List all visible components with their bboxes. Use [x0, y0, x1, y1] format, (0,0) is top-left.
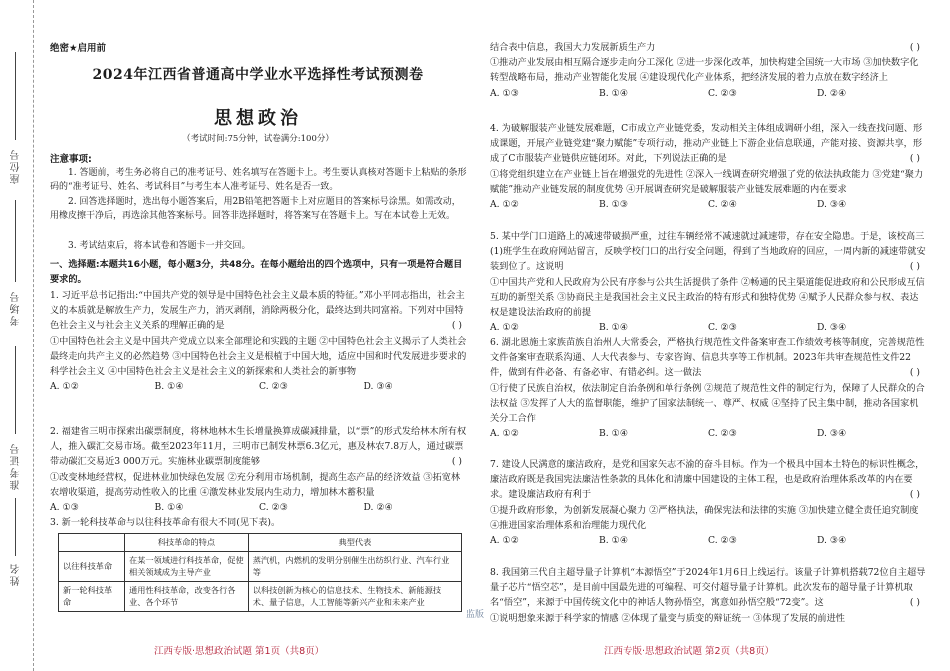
option-a: A. ①②	[490, 322, 519, 334]
question-1	[50, 288, 468, 394]
answer-paren: ( )	[909, 261, 920, 273]
notice-item: 3. 考试结束后，将本试卷和答题卡一并交回。	[68, 241, 251, 251]
table-cell: 在某一领域进行科技革命，促使相关领域成为主导产业	[125, 551, 249, 581]
notice-item: 1. 答题前，考生务必将自己的准考证号、姓名填写在答题卡上。考生要认真核对答题卡上粘贴的条形码的“准考证号、姓名、考试科目”与考生本人准考证号、姓名是否一致。	[50, 168, 467, 193]
options-row	[50, 379, 468, 394]
question-stem: 5. 某中学门口道路上的减速带破损严重，过往车辆经常不减速就过减速带，存在安全隐患。于是，该校高三(1)班学生在政府网站留言，反映学校门口的出行安全问题，得到了当地政府的回应，一周内新的减速带就安装到位了。这说明	[490, 231, 926, 273]
option-c: C. ②③	[708, 428, 738, 440]
option-d: D. ②④	[363, 502, 393, 514]
option-b: B. ①④	[599, 428, 629, 440]
question-items: ①将党组织建立在产业链上旨在增强党的先进性 ②深入一线调查研究增强了党的依法执政能力 ③党建“聚力赋能”推动产业链发展的制度优势 ④开展调查研究是破解服装产业链发展难题的内在要求	[490, 168, 924, 195]
binding-margin	[0, 0, 34, 671]
subject-title: 思想政治	[214, 108, 302, 129]
option-b: B. ①④	[154, 502, 184, 514]
exam-room-label: 考场号	[11, 290, 22, 326]
answer-paren: ( )	[909, 42, 920, 53]
page-two	[466, 0, 932, 671]
question-2	[50, 424, 468, 515]
question-items: ①改变林地经营权，促进林业加快绿色发展 ②充分利用市场机制，提高生态产品的经济效益 ③拓宽林农增收渠道，提高劳动性收入的比重 ④激发林业发展内生动力，增加林木蓄积量	[50, 471, 461, 498]
confidential-label: 绝密★启用前	[50, 43, 107, 54]
name-line	[15, 498, 16, 556]
options-row	[490, 533, 926, 548]
question-items: ①中国共产党和人民政府为公民有序参与公共生活提供了条件 ②畅通的民主渠道能促进政府和公民形成互信互助的新型关系 ③协商民主是我国社会主义民主政治的特有形式和独特优势 ④赋予人民群众参与权、表达权是建设法治政府的前提	[490, 276, 925, 319]
question-6	[490, 335, 926, 441]
page-footer: 江西专版·思想政治试题 第1页（共8页）	[154, 646, 325, 657]
question-stem: 4. 为破解服装产业链发展难题，C市成立产业链党委，发动相关主体组成调研小组，深入一线查找问题、形成课题，开展产业链党建“聚力赋能”专项行动，推动产业链上下游企业信息联通，产能对接、资源共享，形成了C市服装产业链供应链闭环。对此，下列说法正确的是	[490, 123, 923, 165]
question-stem: 2. 福建省三明市探索出碳票制度，将林地林木生长增量换算成碳减排量，以“票”的形式发给林木所有权人，推入碳汇交易市场。截至2023年11月，三明市已制发林票6.3亿元，惠及林农7.8万人，通过碳票带动碳汇交易近3 000万元。实施林业碳票制度能够	[50, 426, 467, 468]
seal-line	[33, 0, 34, 671]
question-3	[50, 515, 468, 530]
option-c: C. ②③	[708, 322, 738, 334]
option-a: A. ①②	[490, 428, 519, 440]
option-c: C. ②③	[708, 535, 738, 547]
option-d: D. ③④	[817, 428, 847, 440]
question-stem: 3. 新一轮科技革命与以往科技革命有很大不同(见下表)。	[50, 517, 281, 528]
option-d: D. ③④	[817, 535, 847, 547]
answer-paren: ( )	[451, 456, 462, 468]
options-row	[490, 197, 926, 212]
answer-paren: ( )	[909, 489, 920, 501]
option-a: A. ①②	[490, 199, 519, 211]
question-stem: 8. 我国第三代自主超导量子计算机“本源悟空”于2024年1月6日上线运行。该量子计算机搭载72位自主超导量子芯片“悟空芯”，是目前中国最先进的可编程、可交付超导量子计算机。此次发布的超导量子计算机取名“悟空”，来源于中国传统文化中的神话人物孙悟空，寓意如孙悟空般“72变”。这	[490, 567, 926, 609]
question-3-continued	[490, 40, 926, 101]
page-footer: 江西专版·思想政治试题 第2页（共8页）	[604, 646, 775, 657]
question-7	[490, 457, 926, 548]
option-c: C. ②④	[708, 199, 738, 211]
question-items: ①中国特色社会主义是中国共产党成立以来全部理论和实践的主题 ②中国特色社会主义揭示了人类社会最终走向共产主义的必然趋势 ③中国特色社会主义是根植于中国大地，适应中国和时代发展进步要求的科学社会主义 ④中国特色社会主义是社会主义的新探索和人类社会的新事物	[50, 335, 467, 378]
option-b: B. ①④	[599, 87, 629, 99]
option-b: B. ①③	[599, 199, 629, 211]
option-a: A. ①③	[490, 87, 519, 99]
option-b: B. ①④	[599, 322, 629, 334]
table-cell: 以科技创新为核心的信息技术、生物技术、新能源技术、量子信息，人工智能等新兴产业和未来产业	[248, 581, 461, 611]
option-c: C. ②③	[259, 502, 289, 514]
question-items: ①推动产业发展由相互隔合逐步走向分工深化 ②进一步深化改革，加快构建全国统一大市场 ③加快数字化转型战略布局，推动产业智能化发展 ④建设现代化产业体系，把经济发展的着力点放在数字经济上	[490, 57, 919, 84]
notice-heading: 注意事项:	[50, 154, 92, 165]
table-cell: 以往科技革命	[59, 551, 125, 581]
table-header-cell: 科技革命的特点	[125, 534, 249, 552]
table-cell: 蒸汽机，内燃机的发明分别催生出纺织行业、汽车行业等	[248, 551, 461, 581]
option-c: C. ②③	[259, 381, 289, 393]
option-a: A. ①③	[50, 502, 79, 514]
tech-revolution-table	[58, 533, 462, 612]
answer-paren: ( )	[909, 597, 920, 609]
option-c: C. ②③	[708, 87, 738, 99]
options-row	[490, 426, 926, 441]
exam-meta: （考试时间:75分钟，试卷满分:100分）	[182, 134, 334, 144]
seat-number-label: 座位号	[11, 148, 22, 184]
ticket-number-label: 准考证号	[11, 442, 22, 490]
exam-title: 2024年江西省普通高中学业水平选择性考试预测卷	[92, 67, 424, 83]
question-5	[490, 229, 926, 335]
answer-paren: ( )	[451, 320, 462, 332]
question-stem: 6. 湖北恩施土家族苗族自治州人大常委会，严格执行规范性文件备案审查工作绩效考核等制度，完善规范性文件备案审查联系沟通、人大代表参与、专家咨询、信息共享等工作机制。2023年共审查规范性文件22件，做到有件必备、有备必审、有错必纠。这一做法	[490, 337, 925, 379]
question-items: ①行使了民族自治权，依法制定自治条例和单行条例 ②规范了规范性文件的制定行为，保障了人民群众的合法权益 ③发挥了人大的监督职能，维护了国家法制统一、尊严、权威 ④坚持了民主集中制，推动各国家机关分工合作	[490, 382, 925, 425]
option-d: D. ③④	[817, 199, 847, 211]
section-heading: 一、选择题:本题共16小题，每小题3分，共48分。在每小题给出的四个选项中，只有一项是符合题目要求的。	[50, 259, 463, 285]
table-header-row	[59, 534, 462, 552]
option-d: D. ③④	[817, 322, 847, 334]
option-b: B. ①④	[154, 381, 184, 393]
option-a: A. ①②	[490, 535, 519, 547]
table-row	[59, 581, 462, 611]
table-cell: 通用性科技革命，改变各行各业、各个环节	[125, 581, 249, 611]
watermark-text: 监版	[466, 610, 485, 620]
question-items: ①说明想象来源于科学家的情感 ②体现了量变与质变的辩证统一 ③体现了发展的前进性	[490, 612, 845, 624]
answer-paren: ( )	[909, 367, 920, 379]
question-8	[490, 565, 926, 626]
question-4	[490, 121, 926, 212]
page-one	[44, 0, 472, 671]
ticket-number-line	[15, 346, 16, 434]
options-row	[490, 86, 926, 101]
options-row	[50, 500, 468, 515]
question-stem: 1. 习近平总书记指出:“中国共产党的领导是中国特色社会主义最本质的特征。”邓小平同志指出，社会主义的本质就是解放生产力，发展生产力，消灭剥削，消除两极分化，最终达到共同富裕。下列对中国特色社会主义与社会主义关系的理解正确的是	[50, 290, 465, 332]
seat-number-line	[15, 52, 16, 140]
exam-room-line	[15, 200, 16, 282]
options-row	[490, 320, 926, 335]
answer-paren: ( )	[909, 153, 920, 165]
question-stem: 结合表中信息，我国大力发展新质生产力	[490, 42, 656, 53]
table-header-cell	[59, 534, 125, 552]
question-items: ①提升政府形象，为创新发展凝心聚力 ②严格执法，确保宪法和法律的实施 ③加快建立健全责任追究制度 ④推进国家治理体系和治理能力现代化	[490, 504, 919, 531]
table-header-cell: 典型代表	[248, 534, 461, 552]
option-b: B. ①④	[599, 535, 629, 547]
option-a: A. ①②	[50, 381, 79, 393]
option-d: D. ②④	[817, 87, 847, 99]
table-row	[59, 551, 462, 581]
name-label: 姓名	[11, 562, 22, 586]
question-stem: 7. 建设人民满意的廉洁政府，是党和国家矢志不渝的奋斗目标。作为一个极具中国本土特色的标识性概念，廉洁政府既是我国宪法廉洁性条款的具体化和清廉中国建设的主体工程，也是政府治理体系改革的内在要求。建设廉洁政府有利于	[490, 459, 925, 501]
notice-item: 2. 回答选择题时，选出每小题答案后，用2B铅笔把答题卡上对应题目的答案标号涂黑。如需改动，用橡皮擦干净后，再选涂其他答案标号。回答非选择题时，将答案写在答题卡上。写在本试卷上无效。	[50, 197, 461, 222]
table-cell: 新一轮科技革命	[59, 581, 125, 611]
option-d: D. ③④	[363, 381, 393, 393]
